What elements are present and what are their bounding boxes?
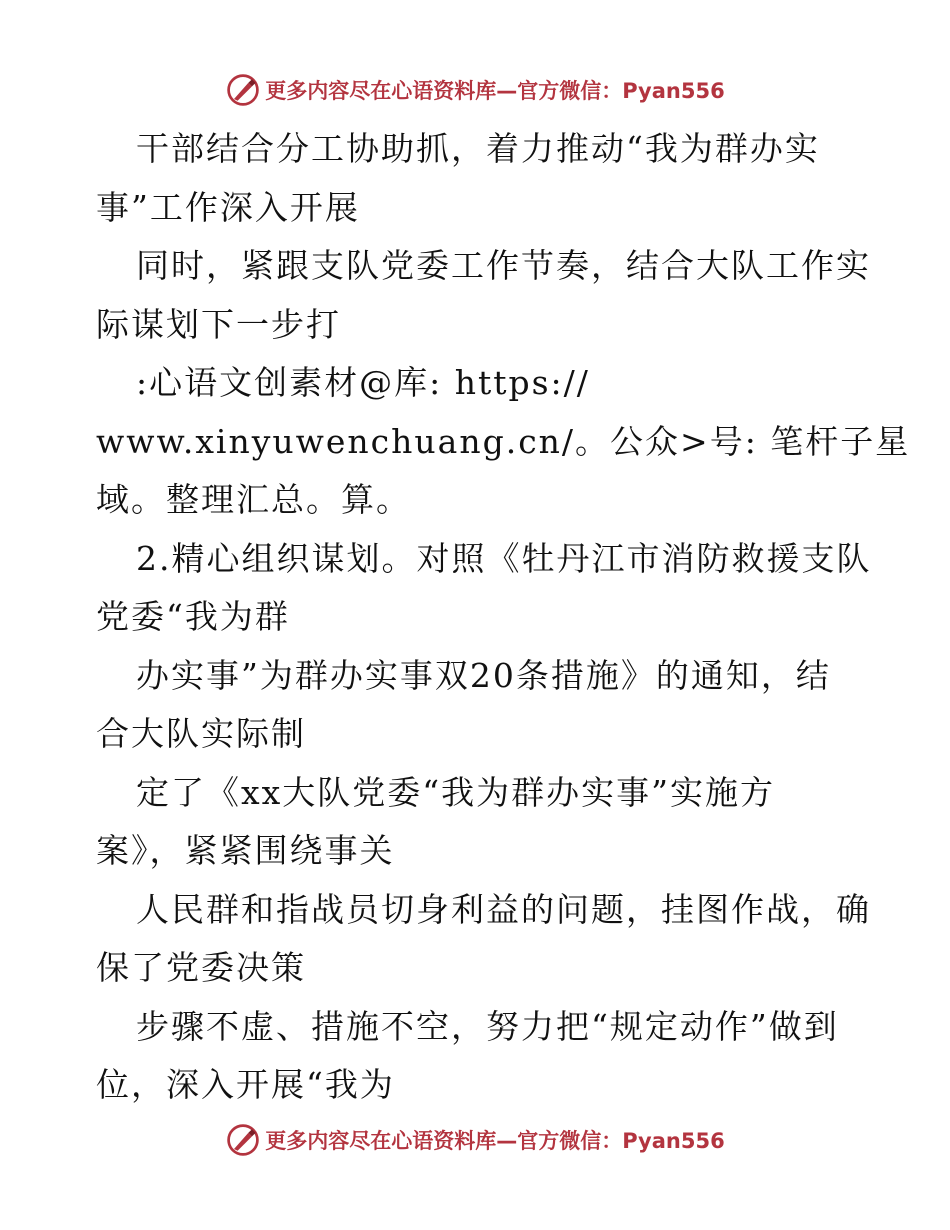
- paragraph-8: [96, 998, 866, 1115]
- document-body: [96, 120, 911, 1115]
- pen-logo-icon: [225, 72, 261, 108]
- text-line: 人民群和指战员切身利益的问题，挂图作战，确: [136, 889, 871, 929]
- footer-banner: [0, 1120, 950, 1160]
- paragraph-1: [96, 120, 866, 237]
- text-line: 党委“我为群: [96, 597, 290, 636]
- text-line: 合大队实际制: [96, 714, 306, 753]
- header-banner: [0, 70, 950, 110]
- text-line: 域。整理汇总。算。: [96, 480, 411, 519]
- text-line: 步骤不虚、措施不空，努力把“规定动作”做到: [136, 1006, 839, 1046]
- paragraph-5: [96, 647, 866, 764]
- paragraph-2: [96, 237, 871, 354]
- text-line: 事”工作深入开展: [96, 187, 360, 227]
- paragraph-3: [96, 354, 911, 530]
- text-line: 干部结合分工协助抓，着力推动“我为群办实: [136, 129, 820, 168]
- banner-text: 更多内容尽在心语资料库—官方微信：Pyan556: [265, 1129, 725, 1153]
- text-line: www.xinyuwenchuang.cn/。公众>号: 笔杆子星: [96, 421, 911, 461]
- paragraph-7: [96, 881, 871, 998]
- text-line: 定了《xx大队党委“我为群办实事”实施方: [136, 772, 775, 812]
- pen-logo-icon: [225, 1122, 261, 1158]
- text-line: 办实事”为群办实事双20条措施》的通知，结: [136, 655, 831, 695]
- text-line: 2.精心组织谋划。对照《牡丹江市消防救援支队: [136, 538, 872, 578]
- text-line: 案》，紧紧围绕事关: [96, 831, 395, 870]
- paragraph-4: [96, 530, 872, 647]
- text-line: 际谋划下一步打: [96, 304, 341, 344]
- text-line: 位，深入开展“我为: [96, 1065, 395, 1104]
- paragraph-6: [96, 764, 866, 881]
- text-line: 同时，紧跟支队党委工作节奏，结合大队工作实: [136, 246, 871, 285]
- text-line: 保了党委决策: [96, 948, 306, 987]
- banner-text: 更多内容尽在心语资料库—官方微信：Pyan556: [265, 79, 725, 103]
- text-line: :心语文创素材@库: https://: [136, 363, 590, 402]
